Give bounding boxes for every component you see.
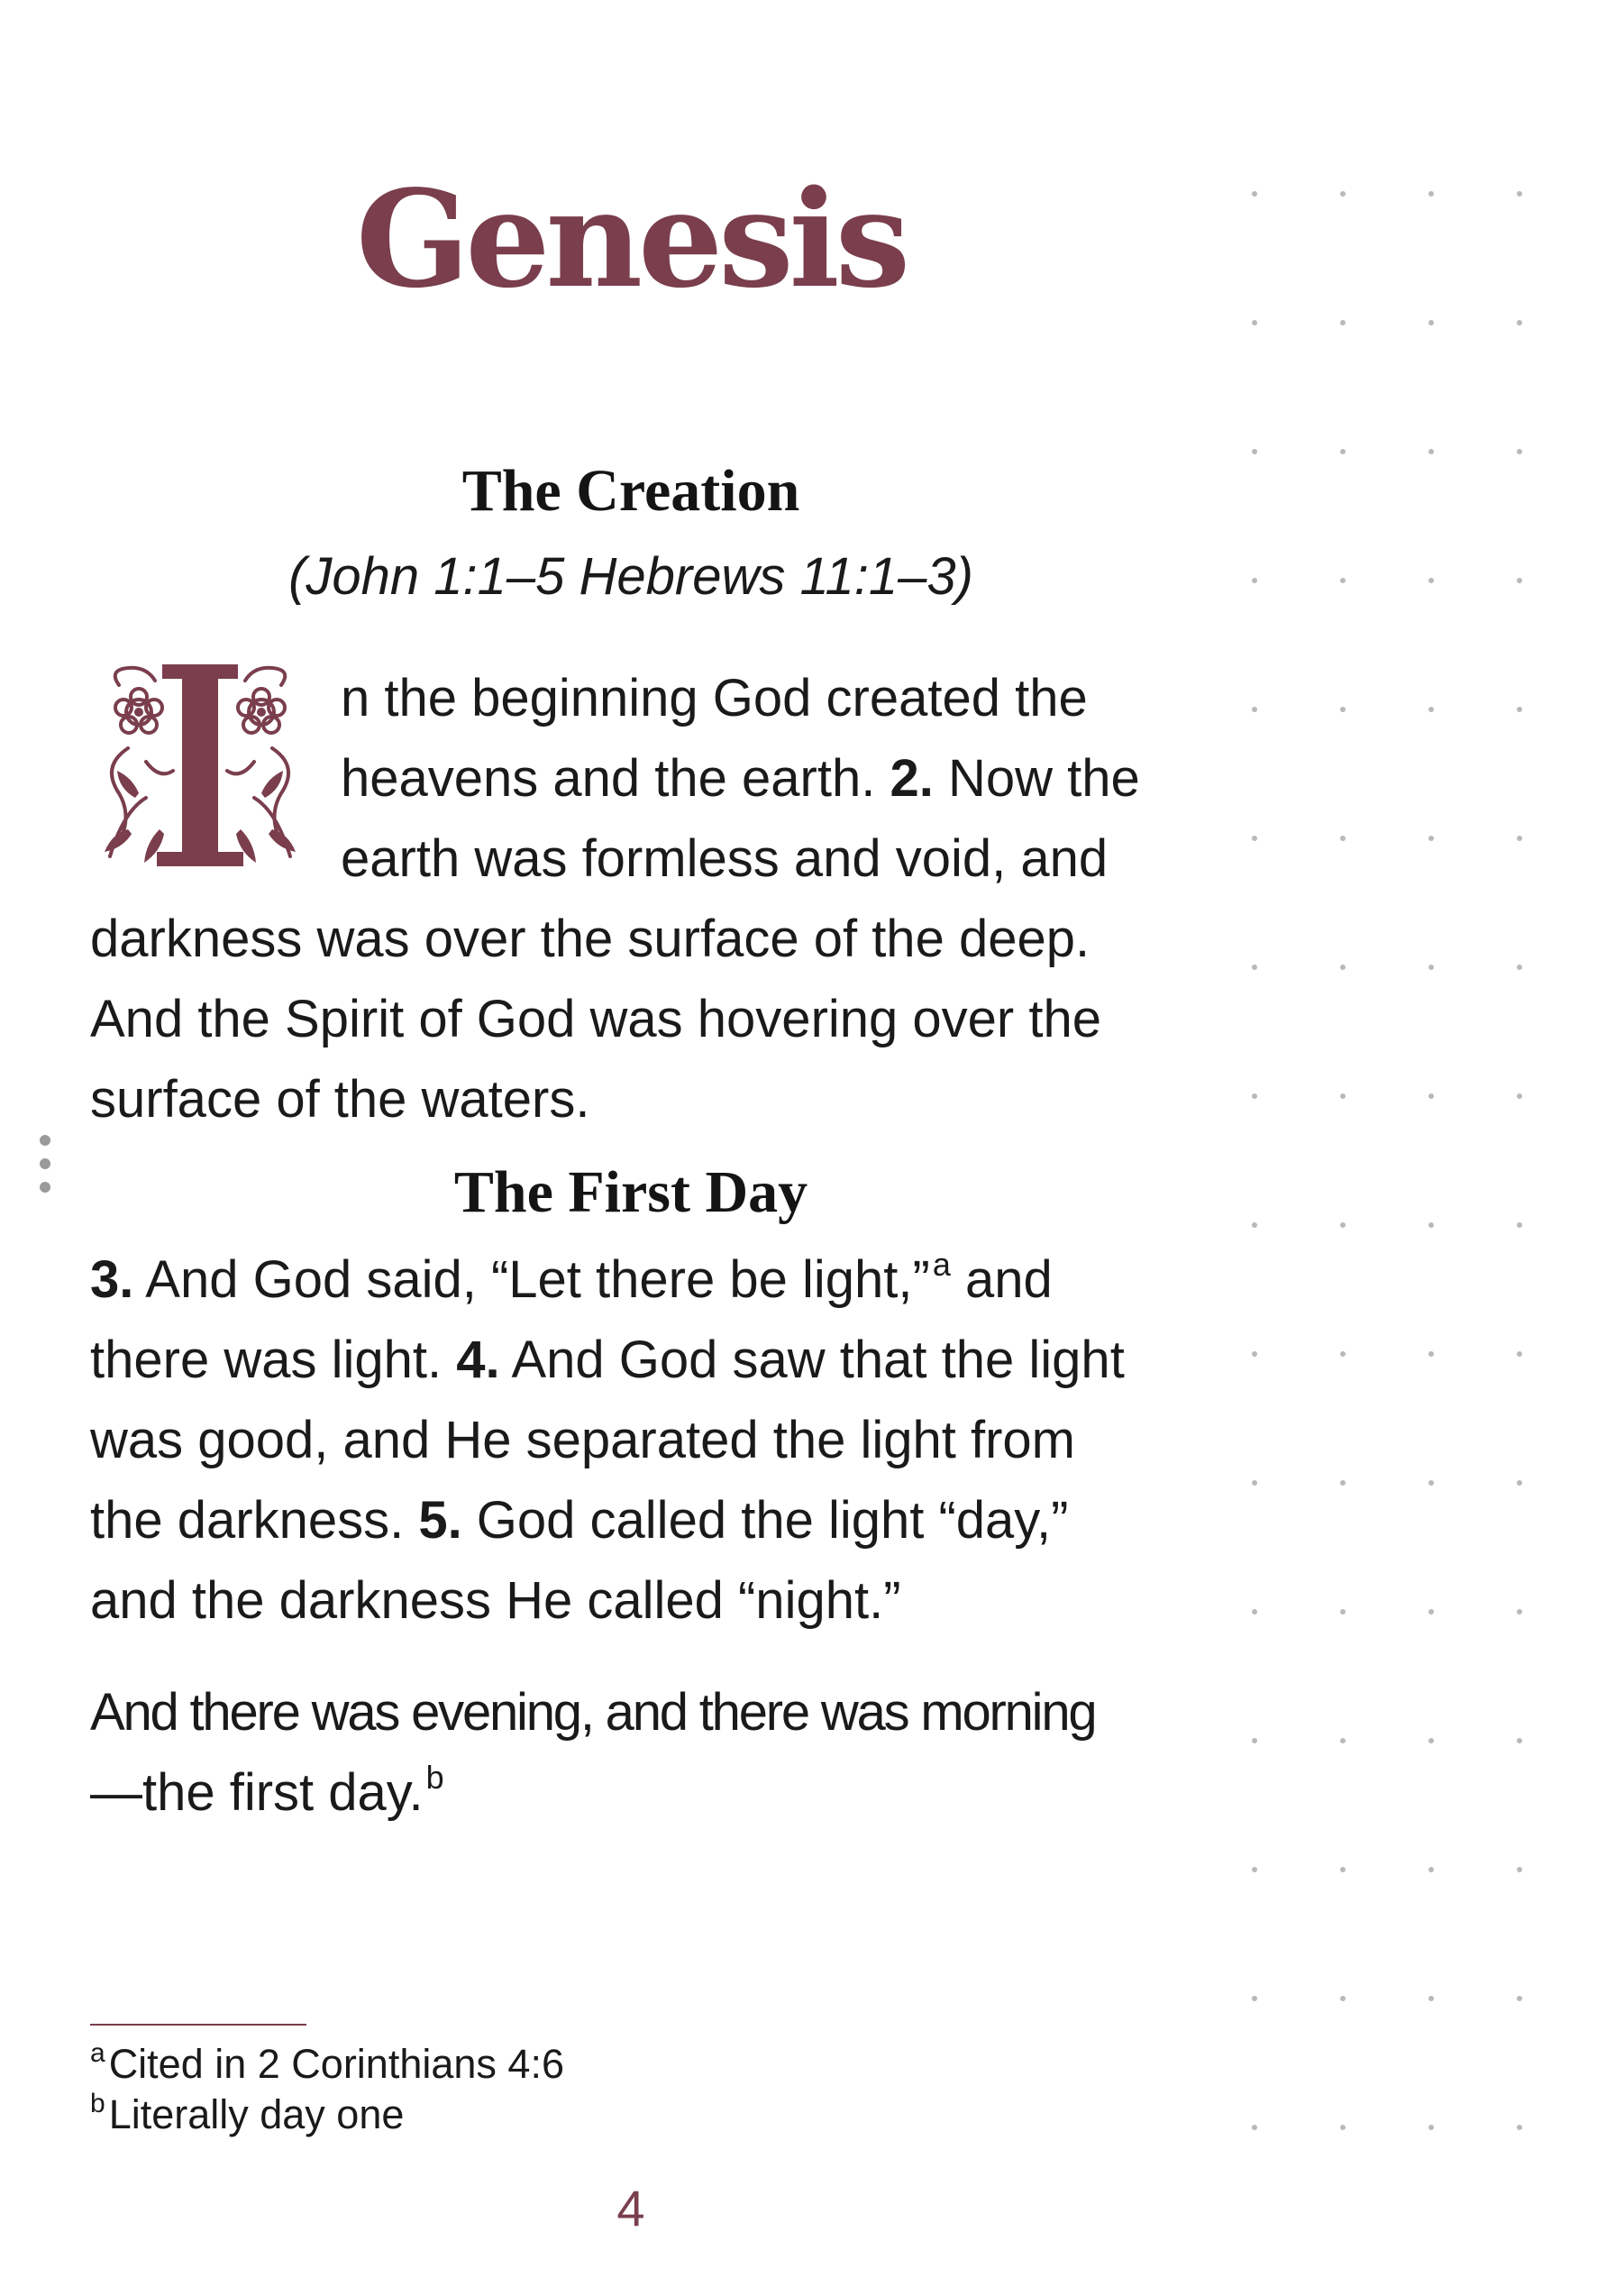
footnote-divider — [90, 2024, 306, 2026]
grid-dot — [1252, 320, 1257, 325]
grid-dot — [1517, 1480, 1522, 1486]
grid-dot — [1428, 1222, 1434, 1228]
grid-dot — [1428, 2125, 1434, 2130]
book-title: Genesis — [355, 160, 907, 317]
grid-dot — [1252, 578, 1257, 583]
grid-dot — [1517, 965, 1522, 970]
grid-dot — [1340, 1867, 1346, 1872]
verse-line: surface of the waters. — [90, 1070, 590, 1129]
verse-line: the darkness. 5. God called the light “day,” — [90, 1491, 1069, 1550]
grid-dot — [1340, 2125, 1346, 2130]
verse-line: and the darkness He called “night.” — [90, 1571, 901, 1630]
grid-dot — [1252, 1351, 1257, 1357]
grid-dot — [1340, 1222, 1346, 1228]
section-heading-creation: The Creation — [461, 458, 800, 524]
grid-dot — [1340, 1609, 1346, 1615]
verse-number: 2. — [890, 749, 934, 808]
illuminated-letter-i-floral-icon — [92, 663, 308, 870]
closing-line: —the first day.$^b$ — [90, 1759, 444, 1822]
grid-dot — [1340, 449, 1346, 454]
grid-dot — [1252, 1222, 1257, 1228]
verse-line: heavens and the earth. 2. Now the — [341, 749, 1140, 808]
grid-dot — [1517, 1093, 1522, 1099]
footnote: $^a$Cited in 2 Corinthians 4:6 — [90, 2038, 564, 2087]
grid-dot — [1252, 1093, 1257, 1099]
dot-grid-background — [1244, 135, 1568, 2163]
grid-dot — [1517, 320, 1522, 325]
grid-dot — [1428, 836, 1434, 841]
footnote: $^b$Literally day one — [90, 2089, 405, 2137]
grid-dot — [1340, 320, 1346, 325]
grid-dot — [1428, 1996, 1434, 2001]
grid-dot — [1252, 449, 1257, 454]
section-heading-first-day: The First Day — [453, 1159, 808, 1225]
grid-dot — [1340, 707, 1346, 712]
grid-dot — [1340, 965, 1346, 970]
grid-dot — [1252, 2125, 1257, 2130]
verse-number: 3. — [90, 1250, 134, 1309]
verse-line: 3. And God said, “Let there be light,”$^a$ and — [90, 1246, 1053, 1309]
vertical-ellipsis-icon[interactable] — [34, 1131, 56, 1196]
verse-line: was good, and He separated the light from — [90, 1411, 1075, 1469]
grid-dot — [1428, 965, 1434, 970]
grid-dot — [1252, 836, 1257, 841]
grid-dot — [1340, 1996, 1346, 2001]
grid-dot — [1517, 449, 1522, 454]
grid-dot — [1252, 1996, 1257, 2001]
grid-dot — [1517, 1867, 1522, 1872]
grid-dot — [1517, 191, 1522, 197]
grid-dot — [1428, 707, 1434, 712]
grid-dot — [1340, 836, 1346, 841]
verse-line: darkness was over the surface of the deep. — [90, 910, 1091, 968]
verse-line: n the beginning God created the — [341, 669, 1088, 727]
grid-dot — [1340, 1351, 1346, 1357]
grid-dot — [1517, 707, 1522, 712]
verse-line: earth was formless and void, and — [341, 829, 1109, 888]
grid-dot — [1252, 1738, 1257, 1743]
grid-dot — [1428, 578, 1434, 583]
grid-dot — [1517, 1222, 1522, 1228]
grid-dot — [1252, 1609, 1257, 1615]
grid-dot — [1340, 578, 1346, 583]
page-number: 4 — [616, 2180, 645, 2237]
footnote-marker[interactable]: a — [932, 1246, 951, 1283]
verse-line: And the Spirit of God was hovering over the — [90, 990, 1101, 1048]
verse-number: 4. — [456, 1331, 500, 1389]
grid-dot — [1252, 965, 1257, 970]
grid-dot — [1340, 1480, 1346, 1486]
grid-dot — [1517, 836, 1522, 841]
grid-dot — [1428, 1093, 1434, 1099]
grid-dot — [1428, 449, 1434, 454]
grid-dot — [1252, 1867, 1257, 1872]
grid-dot — [1340, 191, 1346, 197]
grid-dot — [1517, 2125, 1522, 2130]
verse-line: there was light. 4. And God saw that the light — [90, 1331, 1125, 1389]
grid-dot — [1428, 1867, 1434, 1872]
grid-dot — [1428, 1351, 1434, 1357]
grid-dot — [1517, 1738, 1522, 1743]
grid-dot — [1252, 191, 1257, 197]
grid-dot — [1428, 1738, 1434, 1743]
grid-dot — [1428, 320, 1434, 325]
grid-dot — [1428, 1609, 1434, 1615]
closing-line: And there was evening, and there was morning — [90, 1683, 1096, 1742]
grid-dot — [1428, 191, 1434, 197]
grid-dot — [1252, 707, 1257, 712]
grid-dot — [1340, 1738, 1346, 1743]
grid-dot — [1517, 578, 1522, 583]
grid-dot — [1428, 1480, 1434, 1486]
cross-reference: (John 1:1–5 Hebrews 11:1–3) — [288, 547, 973, 606]
grid-dot — [1340, 1093, 1346, 1099]
grid-dot — [1517, 1351, 1522, 1357]
verse-number: 5. — [418, 1491, 462, 1550]
grid-dot — [1252, 1480, 1257, 1486]
footnote-marker[interactable]: b — [425, 1759, 444, 1796]
grid-dot — [1517, 1609, 1522, 1615]
grid-dot — [1517, 1996, 1522, 2001]
